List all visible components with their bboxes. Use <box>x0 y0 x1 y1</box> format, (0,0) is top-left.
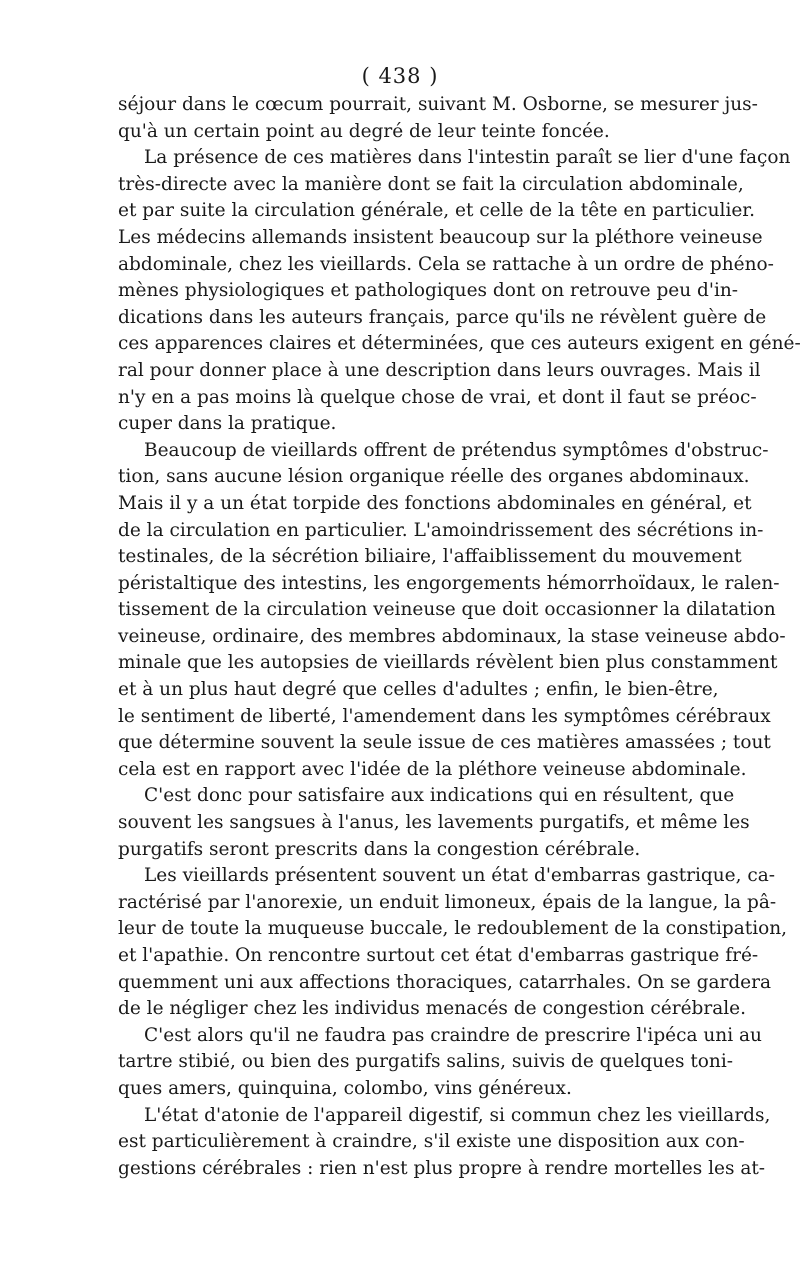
text-line: très-directe avec la manière dont se fait la circulation abdominale, <box>118 173 744 195</box>
text-line: ractérisé par l'anorexie, un enduit limoneux, épais de la langue, la pâ- <box>118 891 777 913</box>
text-line: séjour dans le cœcum pourrait, suivant M. Osborne, se mesurer jus- <box>118 94 758 115</box>
text-line: tartre stibié, ou bien des purgatifs salins, suivis de quelques toni- <box>118 1051 733 1073</box>
text-line: est particulièrement à craindre, s'il existe une disposition aux con- <box>118 1131 745 1153</box>
text-line: de la circulation en particulier. L'amoindrissement des sécrétions in- <box>118 519 764 541</box>
text-line: cela est en rapport avec l'idée de la pléthore veineuse abdominale. <box>118 758 747 780</box>
text-line: qu'à un certain point au degré de leur teinte foncée. <box>118 120 610 142</box>
paragraph <box>118 145 801 438</box>
page-number: ( 438 ) <box>361 64 439 88</box>
paragraph <box>118 783 750 863</box>
text-line: cuper dans la pratique. <box>118 413 337 435</box>
text-line: La présence de ces matières dans l'intestin paraît se lier d'une façon <box>144 147 791 169</box>
text-line: testinales, de la sécrétion biliaire, l'affaiblissement du mouvement <box>118 546 742 568</box>
text-line: ces apparences claires et déterminées, que ces auteurs exigent en géné- <box>118 333 801 355</box>
text-line: Les médecins allemands insistent beaucoup sur la pléthore veineuse <box>118 226 763 248</box>
text-line: purgatifs seront prescrits dans la congestion cérébrale. <box>118 838 641 860</box>
text-line: leur de toute la muqueuse buccale, le redoublement de la constipation, <box>118 918 788 940</box>
text-line: tion, sans aucune lésion organique réelle des organes abdominaux. <box>118 466 750 488</box>
text-line: veineuse, ordinaire, des membres abdominaux, la stase veineuse abdo- <box>118 625 786 647</box>
text-line: C'est alors qu'il ne faudra pas craindre de prescrire l'ipéca uni au <box>144 1024 762 1046</box>
text-line: ral pour donner place à une description dans leurs ouvrages. Mais il <box>118 359 761 381</box>
text-line: le sentiment de liberté, l'amendement dans les symptômes cérébraux <box>118 705 771 727</box>
paragraph <box>118 1103 771 1183</box>
body-text <box>118 92 801 1182</box>
text-line: Mais il y a un état torpide des fonctions abdominales en général, et <box>118 492 752 514</box>
paragraph <box>118 1023 762 1103</box>
text-line: Beaucoup de vieillards offrent de prétendus symptômes d'obstruc- <box>144 439 769 461</box>
text-line: C'est donc pour satisfaire aux indications qui en résultent, que <box>144 785 735 807</box>
text-line: dications dans les auteurs français, parce qu'ils ne révèlent guère de <box>118 306 767 328</box>
paragraph <box>118 863 788 1023</box>
text-line: et à un plus haut degré que celles d'adultes ; enfin, le bien-être, <box>118 679 719 701</box>
text-line: minale que les autopsies de vieillards révèlent bien plus constamment <box>118 652 778 674</box>
text-line: gestions cérébrales : rien n'est plus propre à rendre mortelles les at- <box>118 1157 766 1179</box>
text-line: et l'apathie. On rencontre surtout cet état d'embarras gastrique fré- <box>118 945 759 966</box>
text-line: souvent les sangsues à l'anus, les lavements purgatifs, et même les <box>118 812 750 834</box>
text-line: Les vieillards présentent souvent un état d'embarras gastrique, ca- <box>144 865 776 887</box>
text-line: et par suite la circulation générale, et celle de la tête en particulier. <box>118 200 755 222</box>
text-line: n'y en a pas moins là quelque chose de vrai, et dont il faut se préoc- <box>118 386 757 408</box>
text-line: ques amers, quinquina, colombo, vins généreux. <box>118 1077 572 1099</box>
text-line: quemment uni aux affections thoraciques, catarrhales. On se gardera <box>118 971 771 993</box>
paragraph <box>118 438 786 784</box>
paragraph <box>118 92 758 145</box>
text-line: L'état d'atonie de l'appareil digestif, si commun chez les vieillards, <box>144 1104 771 1126</box>
text-line: abdominale, chez les vieillards. Cela se rattache à un ordre de phéno- <box>118 253 774 275</box>
text-line: que détermine souvent la seule issue de ces matières amassées ; tout <box>118 732 771 754</box>
text-line: péristaltique des intestins, les engorgements hémorrhoïdaux, le ralen- <box>118 572 780 594</box>
text-line: tissement de la circulation veineuse que doit occasionner la dilatation <box>118 599 776 621</box>
text-line: de le négliger chez les individus menacés de congestion cérébrale. <box>118 998 746 1020</box>
text-line: mènes physiologiques et pathologiques dont on retrouve peu d'in- <box>118 280 739 302</box>
